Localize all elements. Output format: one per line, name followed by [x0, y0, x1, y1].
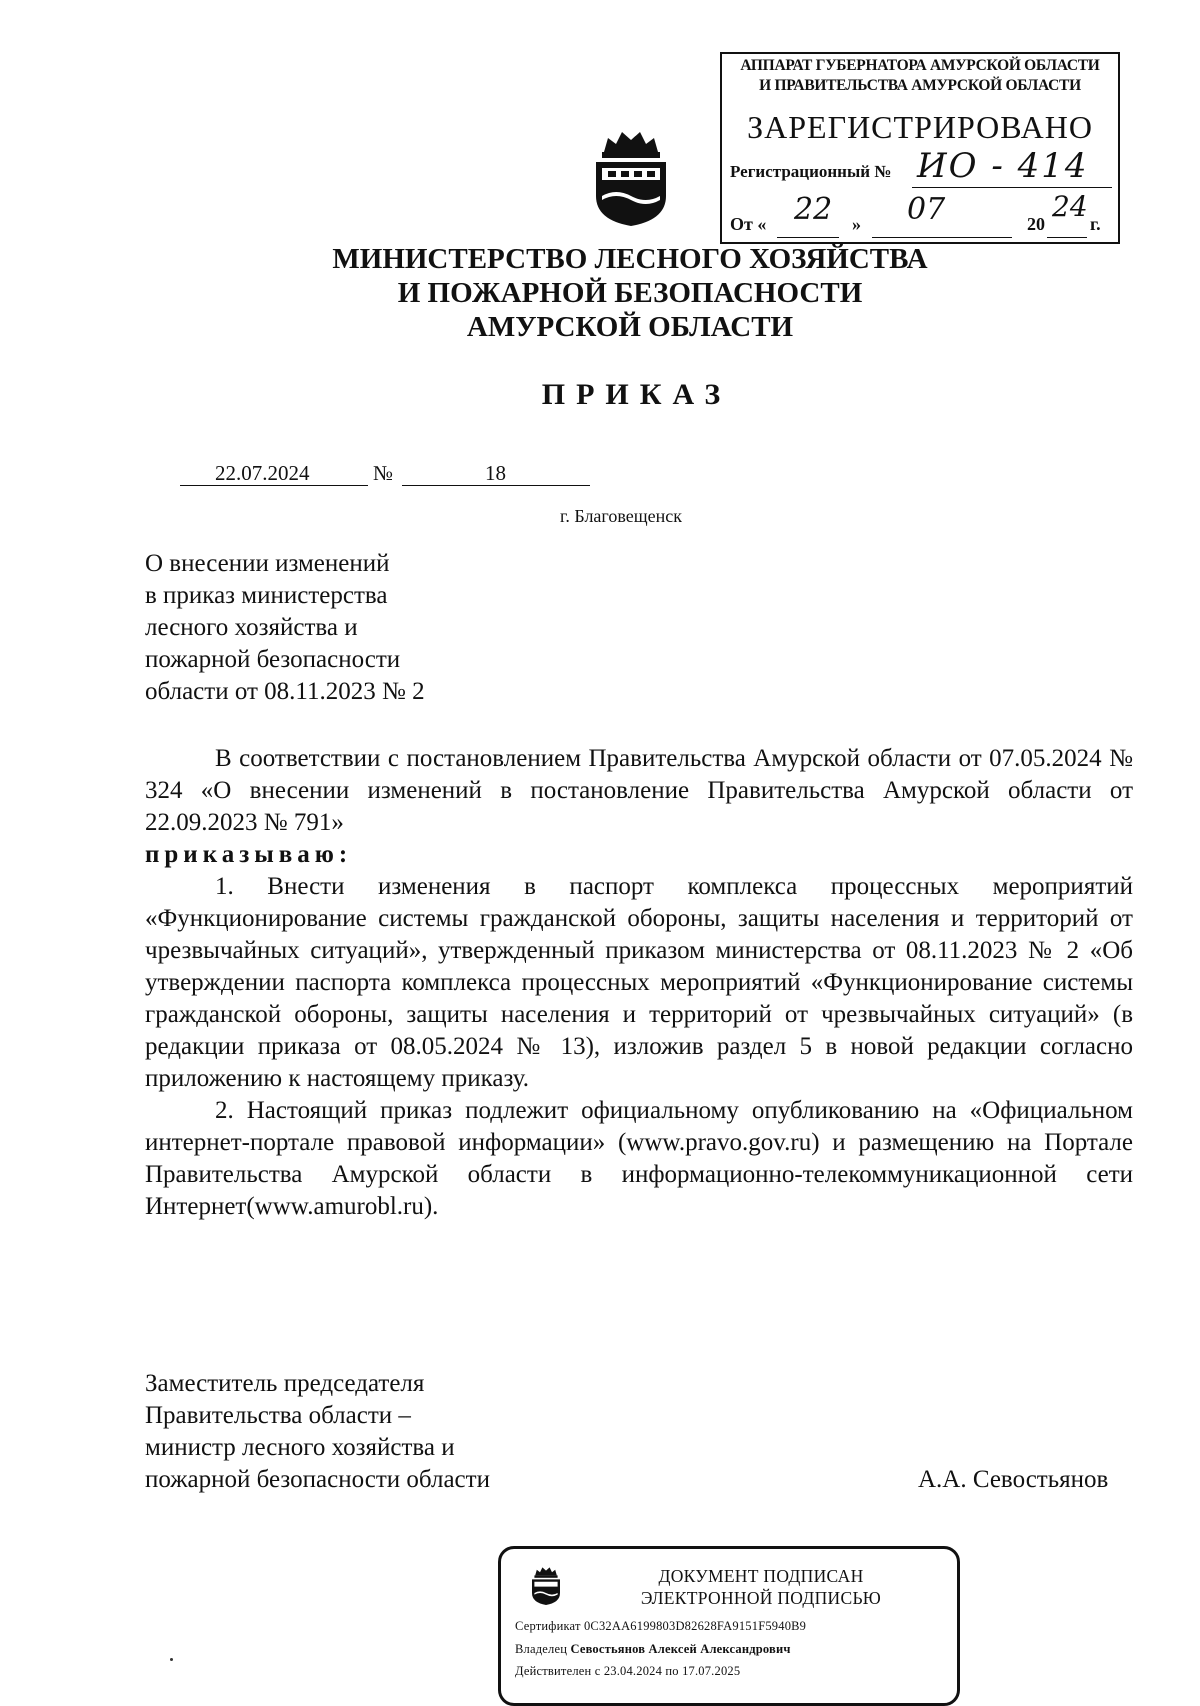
esig-cert-value: 0C32AA6199803D82628FA9151F5940B9 — [583, 1619, 807, 1633]
order-date: 22.07.2024 — [215, 461, 310, 485]
esig-title-line2: ЭЛЕКТРОННОЙ ПОДПИСЬЮ — [640, 1588, 882, 1608]
stamp-org-line2: И ПРАВИТЕЛЬСТВА АМУРСКОЙ ОБЛАСТИ — [759, 77, 1081, 94]
stamp-day-underline — [777, 237, 839, 238]
subject-line1: О внесении изменений — [145, 550, 390, 577]
esig-validity — [515, 1664, 740, 1679]
esig-certificate — [515, 1619, 806, 1634]
esig-owner-value: Севостьянов Алексей Александрович — [570, 1642, 791, 1656]
stamp-date-close: » — [852, 214, 861, 234]
signer-position-line3: министр лесного хозяйства и — [145, 1434, 455, 1461]
stamp-reg-label: Регистрационный № — [730, 162, 892, 181]
stamp-status: ЗАРЕГИСТРИРОВАНО — [747, 109, 1093, 145]
esig-valid-from: 23.04.2024 — [603, 1664, 663, 1678]
order-number: 18 — [485, 461, 506, 485]
stamp-date-year-suffix: 24 — [1052, 190, 1088, 223]
order-item-2: 2. Настоящий приказ подлежит официальному опубликованию на «Официальном интернет-портале правовой информации» (www.pravo.gov.ru) и размещению на Портале Правительства Амурской области в информационно-телекоммуникационной сети Интернет(www.amurobl.ru). — [145, 1097, 1133, 1220]
stamp-date-g: г. — [1090, 214, 1101, 234]
stamp-date-day: 22 — [794, 192, 833, 227]
date-number-line — [180, 461, 590, 487]
esig-owner-label: Владелец — [515, 1642, 568, 1656]
ministry-heading — [320, 242, 940, 344]
stamp-date-year-prefix: 20 — [1027, 214, 1045, 234]
esig-valid-to: 17.07.2025 — [682, 1664, 741, 1678]
stamp-date-month: 07 — [907, 192, 946, 227]
order-body — [145, 743, 1133, 1223]
stamp-month-underline — [872, 237, 1012, 238]
esig-cert-label: Сертификат — [515, 1619, 581, 1633]
stamp-year-underline — [1047, 237, 1087, 238]
esig-title-line1: ДОКУМЕНТ ПОДПИСАН — [658, 1566, 864, 1586]
signer-position — [145, 1368, 625, 1496]
esig-valid-to-label: по — [665, 1664, 679, 1678]
preamble-paragraph: В соответствии с постановлением Правительства Амурской области от 07.05.2024 № 324 «О внесении изменений в постановление Правительства Амурской области от 22.09.2023 № 791» — [145, 745, 1133, 836]
stamp-reg-number: ИО - 414 — [917, 146, 1089, 186]
electronic-signature-badge — [498, 1546, 960, 1706]
signer-name: А.А. Севостьянов — [918, 1466, 1109, 1493]
ministry-line1: МИНИСТЕРСТВО ЛЕСНОГО ХОЗЯЙСТВА — [332, 243, 928, 275]
coat-of-arms-icon — [586, 124, 676, 228]
number-sign: № — [373, 461, 394, 485]
signer-position-line2: Правительства области – — [145, 1402, 411, 1429]
signer-position-line1: Заместитель председателя — [145, 1370, 425, 1397]
esig-valid-label: Действителен с — [515, 1664, 601, 1678]
order-item-1: 1. Внести изменения в паспорт комплекса процессных мероприятий «Функционирование системы гражданской обороны, защиты населения и территорий от чрезвычайных ситуаций», утвержденный приказом министерства от 08.11.2023 № 2 «Об утверждении паспорта комплекса процессных мероприятий «Функционирование системы гражданской обороны, защиты населения и территорий от чрезвычайных ситуаций» (в редакции приказа от 08.05.2024 № 13), изложив раздел 5 в новой редакции согласно приложению к настоящему приказу. — [145, 873, 1133, 1092]
city: г. Благовещенск — [560, 506, 682, 526]
subject-line5: области от 08.11.2023 № 2 — [145, 678, 425, 705]
order-word: приказываю: — [145, 841, 353, 868]
stamp-org-line1: АППАРАТ ГУБЕРНАТОРА АМУРСКОЙ ОБЛАСТИ — [740, 57, 1100, 74]
signer-position-line4: пожарной безопасности области — [145, 1466, 490, 1493]
order-subject — [145, 548, 505, 708]
date-underline — [180, 485, 368, 486]
subject-line3: лесного хозяйства и — [145, 614, 358, 641]
number-underline — [402, 485, 590, 486]
ministry-line2: И ПОЖАРНОЙ БЕЗОПАСНОСТИ — [397, 277, 863, 309]
stamp-reg-underline — [912, 187, 1112, 188]
coat-of-arms-small-icon — [528, 1563, 564, 1607]
esig-owner — [515, 1642, 791, 1657]
registration-stamp — [720, 52, 1120, 244]
document-type-title: ПРИКАЗ — [541, 378, 732, 411]
ministry-line3: АМУРСКОЙ ОБЛАСТИ — [466, 311, 794, 343]
esig-title — [611, 1565, 911, 1609]
subject-line4: пожарной безопасности — [145, 646, 401, 673]
stamp-organization — [722, 56, 1118, 96]
stamp-date-prefix: От « — [730, 214, 767, 234]
scan-speck — [170, 1658, 173, 1661]
subject-line2: в приказ министерства — [145, 582, 388, 609]
